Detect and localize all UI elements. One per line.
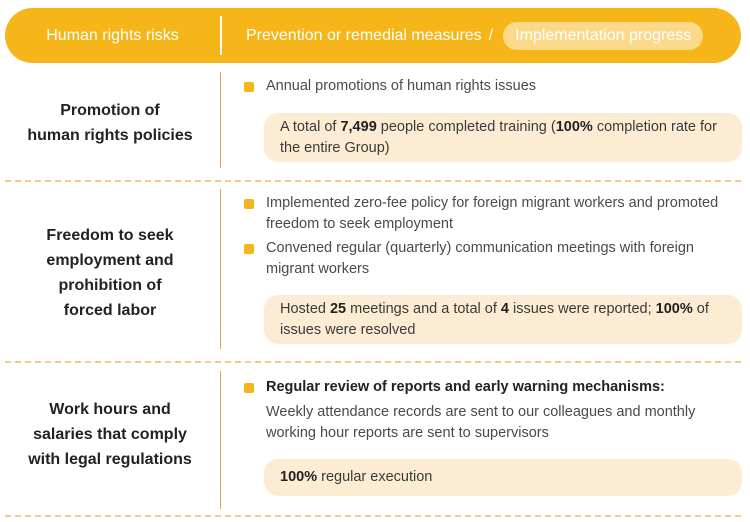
header-implementation-progress: Implementation progress	[503, 22, 703, 50]
row-label-line: forced labor	[63, 302, 157, 319]
table-header	[5, 8, 741, 63]
progress-number: 100%	[655, 300, 693, 317]
header-measures-group	[246, 8, 703, 63]
bullet-text: Annual promotions of human rights issues	[266, 78, 537, 94]
progress-box	[264, 113, 742, 162]
bullet-text: Regular review of reports and early warning mechanisms:	[266, 379, 665, 395]
header-slash: /	[488, 26, 494, 44]
progress-text	[280, 467, 432, 488]
header-separator	[220, 16, 222, 55]
row-label-freedom	[10, 223, 210, 323]
bullet-note: Weekly attendance records are sent to our colleagues and monthly working hour reports are sent to supervisors	[266, 404, 696, 441]
progress-part: issues were reported;	[508, 300, 656, 317]
bullet-text: Convened regular (quarterly) communication meetings with foreign migrant workers	[266, 240, 694, 277]
column-divider-row1	[220, 72, 221, 168]
row-label-line: Freedom to seek	[46, 227, 174, 244]
row-label-line: human rights policies	[27, 127, 193, 144]
column-divider-row3	[220, 371, 221, 509]
progress-text	[280, 117, 726, 159]
progress-part: meetings and a total of	[346, 300, 501, 317]
progress-number: 4	[500, 300, 509, 317]
progress-box	[264, 459, 742, 496]
progress-number: 25	[329, 300, 347, 317]
row-label-line: prohibition of	[58, 277, 162, 294]
progress-part: completion rate for the entire Group)	[280, 118, 717, 156]
row-divider-1	[5, 180, 741, 182]
progress-text	[280, 299, 726, 341]
row-label-work-hours	[10, 397, 210, 472]
bullet-square-icon	[244, 82, 254, 92]
row-label-line: salaries that comply	[33, 426, 187, 443]
progress-number: 100%	[280, 469, 318, 485]
bullet-text: Implemented zero-fee policy for foreign migrant workers and promoted freedom to seek employment	[266, 195, 719, 232]
row-label-line: employment and	[46, 252, 174, 269]
progress-number: 7,499	[340, 118, 377, 135]
progress-part: regular execution	[317, 469, 433, 485]
bullet-square-icon	[244, 244, 254, 254]
row-divider-2	[5, 361, 741, 363]
progress-part: of issues were resolved	[280, 300, 709, 338]
row-label-promotion	[10, 98, 210, 148]
progress-number: 100%	[555, 118, 593, 135]
row-label-line: Work hours and	[49, 401, 171, 418]
row-divider-3	[5, 515, 741, 517]
progress-part: Hosted	[280, 300, 330, 317]
bullet-square-icon	[244, 383, 254, 393]
row-label-line: with legal regulations	[28, 451, 192, 468]
progress-part: A total of	[280, 118, 341, 135]
column-divider-row2	[220, 189, 221, 349]
header-prevention-measures: Prevention or remedial measures	[246, 26, 482, 44]
progress-box	[264, 295, 742, 344]
header-human-rights-risks: Human rights risks	[46, 26, 179, 44]
bullet-square-icon	[244, 199, 254, 209]
row-label-line: Promotion of	[60, 102, 160, 119]
progress-part: people completed training (	[376, 118, 556, 135]
